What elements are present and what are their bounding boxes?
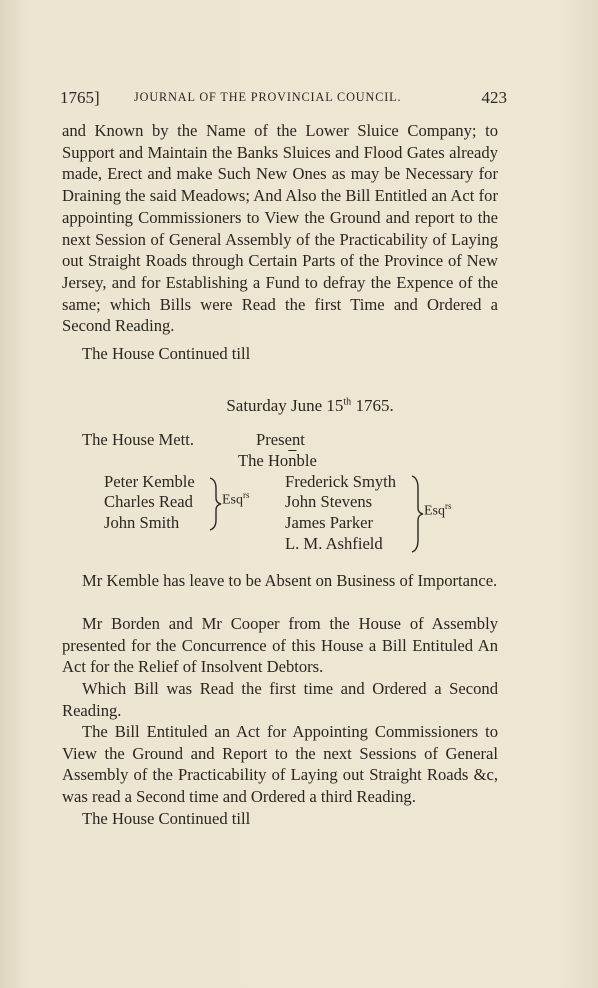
date-sup: th — [343, 396, 352, 408]
member-name: Peter Kemble — [104, 472, 195, 491]
session-date — [0, 396, 598, 416]
page-number: 423 — [481, 88, 507, 107]
member-name: Charles Read — [104, 492, 193, 511]
date-text: Saturday June 15 — [226, 396, 344, 415]
header-title: JOURNAL OF THE PROVINCIAL COUNCIL. — [134, 90, 402, 104]
paragraph-first-reading: Which Bill was Read the first time and Ordered a Second Reading. — [62, 679, 498, 720]
esq-right: Esq$^{rs}$ — [424, 501, 452, 519]
house-mett: The House Mett. — [82, 430, 194, 449]
date-year: 1765. — [355, 396, 394, 415]
header-year: 1765] — [60, 88, 100, 107]
paragraph-insolvent-bill: Mr Borden and Mr Cooper from the House of Assembly presented for the Concurrence of this House a Bill Entituled An Act for the Relief of Insolvent Debtors. — [62, 614, 498, 677]
member-name: John Stevens — [285, 492, 373, 511]
paragraph-adjourn-1: The House Continued till — [82, 344, 251, 363]
present-label: Present — [256, 430, 305, 449]
member-name: James Parker — [285, 513, 374, 532]
running-header — [60, 86, 507, 112]
esq-left: Esq$^{rs}$ — [222, 490, 250, 508]
member-name: Frederick Smyth — [285, 472, 397, 491]
member-name: John Smith — [104, 513, 180, 532]
paragraph-continuation: and Known by the Name of the Lower Sluice Company; to Support and Maintain the Banks Sluices and Flood Gates already made, Erect and make Such New Ones as may be Necessary for Draining the said Meadows; And Also the Bill Entitled an Act for appointing Commissioners to View the Ground and report to the next Session of General Assembly of the Practicability of Laying out Straight Roads through Certain Parts of the Province of New Jersey, and for Establishing a Fund to defray the Expence of the same; which Bills were Read the first Time and Ordered a Second Reading. — [62, 121, 498, 336]
paragraph-roads-bill: The Bill Entituled an Act for Appointing Commissioners to View the Ground and Report to the next Sessions of General Assembly of the Practicability of Laying out Straight Roads &c, was read a Second time and Ordered a third Reading. — [62, 722, 498, 807]
honble-label: The $Ho\overline{n}ble$ — [238, 451, 317, 470]
member-name: L. M. Ashfield — [285, 534, 383, 553]
paragraph-adjourn-2: The House Continued till — [82, 809, 251, 828]
paragraph-kemble-absent: Mr Kemble has leave to be Absent on Business of Importance. — [82, 571, 498, 590]
